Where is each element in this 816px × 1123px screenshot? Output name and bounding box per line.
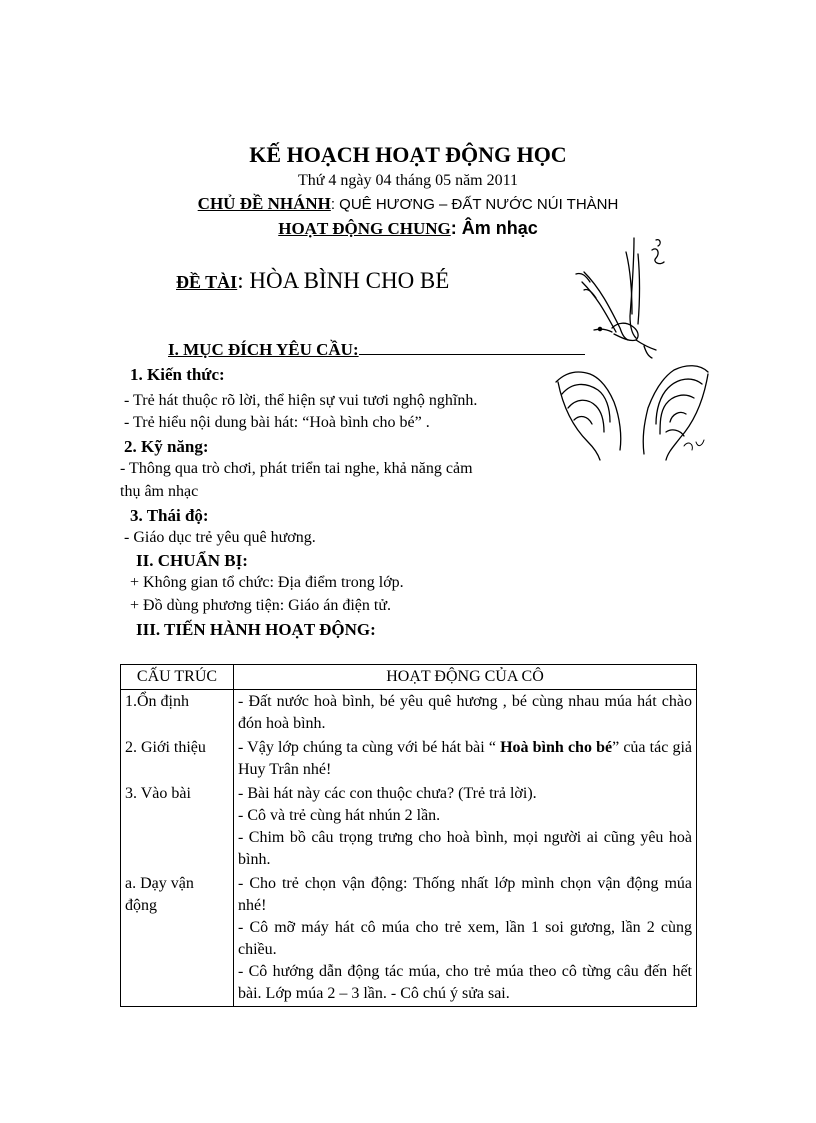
general-label: HOẠT ĐỘNG CHUNG xyxy=(278,219,451,238)
song-title: Hoà bình cho bé xyxy=(500,739,613,756)
attitude-heading: 3. Thái độ: xyxy=(130,506,209,525)
activity-cell: - Đất nước hoà bình, bé yêu quê hương , bé cùng nhau múa hát chào đón hoà bình. xyxy=(234,690,697,737)
lesson-date: Thứ 4 ngày 04 tháng 05 năm 2011 xyxy=(297,172,519,189)
topic-value: : HÒA BÌNH CHO BÉ xyxy=(237,268,450,293)
activity-line: - Chim bồ câu trọng trưng cho hoà bình, mọi người ai cũng yêu hoà bình. xyxy=(238,829,692,868)
structure-cell: 1.Ổn định xyxy=(121,690,234,737)
activity-table xyxy=(120,664,697,1007)
lesson-topic xyxy=(176,268,449,294)
skills-heading: 2. Kỹ năng: xyxy=(124,437,209,456)
branch-label: CHỦ ĐỀ NHÁNH xyxy=(197,194,331,213)
prep-line-1: + Không gian tổ chức: Địa điểm trong lớp. xyxy=(130,574,404,591)
branch-topic xyxy=(0,194,816,214)
header-structure: CẤU TRÚC xyxy=(121,665,234,690)
table-row xyxy=(121,782,697,872)
section-preparation-heading: II. CHUẨN BỊ: xyxy=(136,551,248,570)
activity-line: - Cô hướng dẫn động tác múa, cho trẻ múa theo cô từng câu đến hết bài. Lớp múa 2 – 3 lần. - Cô chú ý sửa sai. xyxy=(238,963,692,1002)
page-title: KẾ HOẠCH HOẠT ĐỘNG HỌC xyxy=(249,142,567,167)
activity-line: - Bài hát này các con thuộc chưa? (Trẻ trả lời). xyxy=(238,785,537,802)
skills-line-1: - Thông qua trò chơi, phát triển tai nghe, khả năng cảm xyxy=(120,460,473,477)
activity-line: - Cho trẻ chọn vận động: Thống nhất lớp mình chọn vận động múa nhé! xyxy=(238,875,692,914)
dove-hands-icon xyxy=(548,232,718,462)
branch-value: : QUÊ HƯƠNG – ĐẤT NƯỚC NÚI THÀNH xyxy=(330,196,619,213)
skills-line-2: thụ âm nhạc xyxy=(120,483,199,500)
topic-label: ĐỀ TÀI xyxy=(176,272,238,292)
structure-cell: 3. Vào bài xyxy=(121,782,234,872)
knowledge-line-2: - Trẻ hiểu nội dung bài hát: “Hoà bình cho bé” . xyxy=(124,414,430,431)
section-objectives-heading: I. MỤC ĐÍCH YÊU CẦU: xyxy=(168,340,585,360)
table-row xyxy=(121,690,697,737)
table-header-row xyxy=(121,665,697,690)
section-procedure-heading: III. TIẾN HÀNH HOẠT ĐỘNG: xyxy=(136,620,376,639)
header-activity: HOẠT ĐỘNG CỦA CÔ xyxy=(234,665,697,690)
activity-line: - Cô mỡ máy hát cô múa cho trẻ xem, lần 1 soi gương, lần 2 cùng chiều. xyxy=(238,919,692,958)
activity-cell: - Vậy lớp chúng ta cùng với bé hát bài “ Hoà bình cho bé” của tác giả Huy Trân nhé! xyxy=(234,736,697,782)
activity-cell xyxy=(234,782,697,872)
attitude-line-1: - Giáo dục trẻ yêu quê hương. xyxy=(124,529,316,546)
table-row xyxy=(121,872,697,1007)
activity-cell xyxy=(234,872,697,1007)
table-row xyxy=(121,736,697,782)
structure-cell: 2. Giới thiệu xyxy=(121,736,234,782)
prep-line-2: + Đồ dùng phương tiện: Giáo án điện tử. xyxy=(130,597,392,614)
knowledge-line-1: - Trẻ hát thuộc rõ lời, thể hiện sự vui tươi nghộ nghĩnh. xyxy=(124,392,478,409)
activity-line: - Cô và trẻ cùng hát nhún 2 lần. xyxy=(238,807,441,824)
structure-cell: a. Dạy vận động xyxy=(121,872,234,1007)
general-value: : Âm nhạc xyxy=(450,218,538,238)
knowledge-heading: 1. Kiến thức: xyxy=(130,365,225,384)
